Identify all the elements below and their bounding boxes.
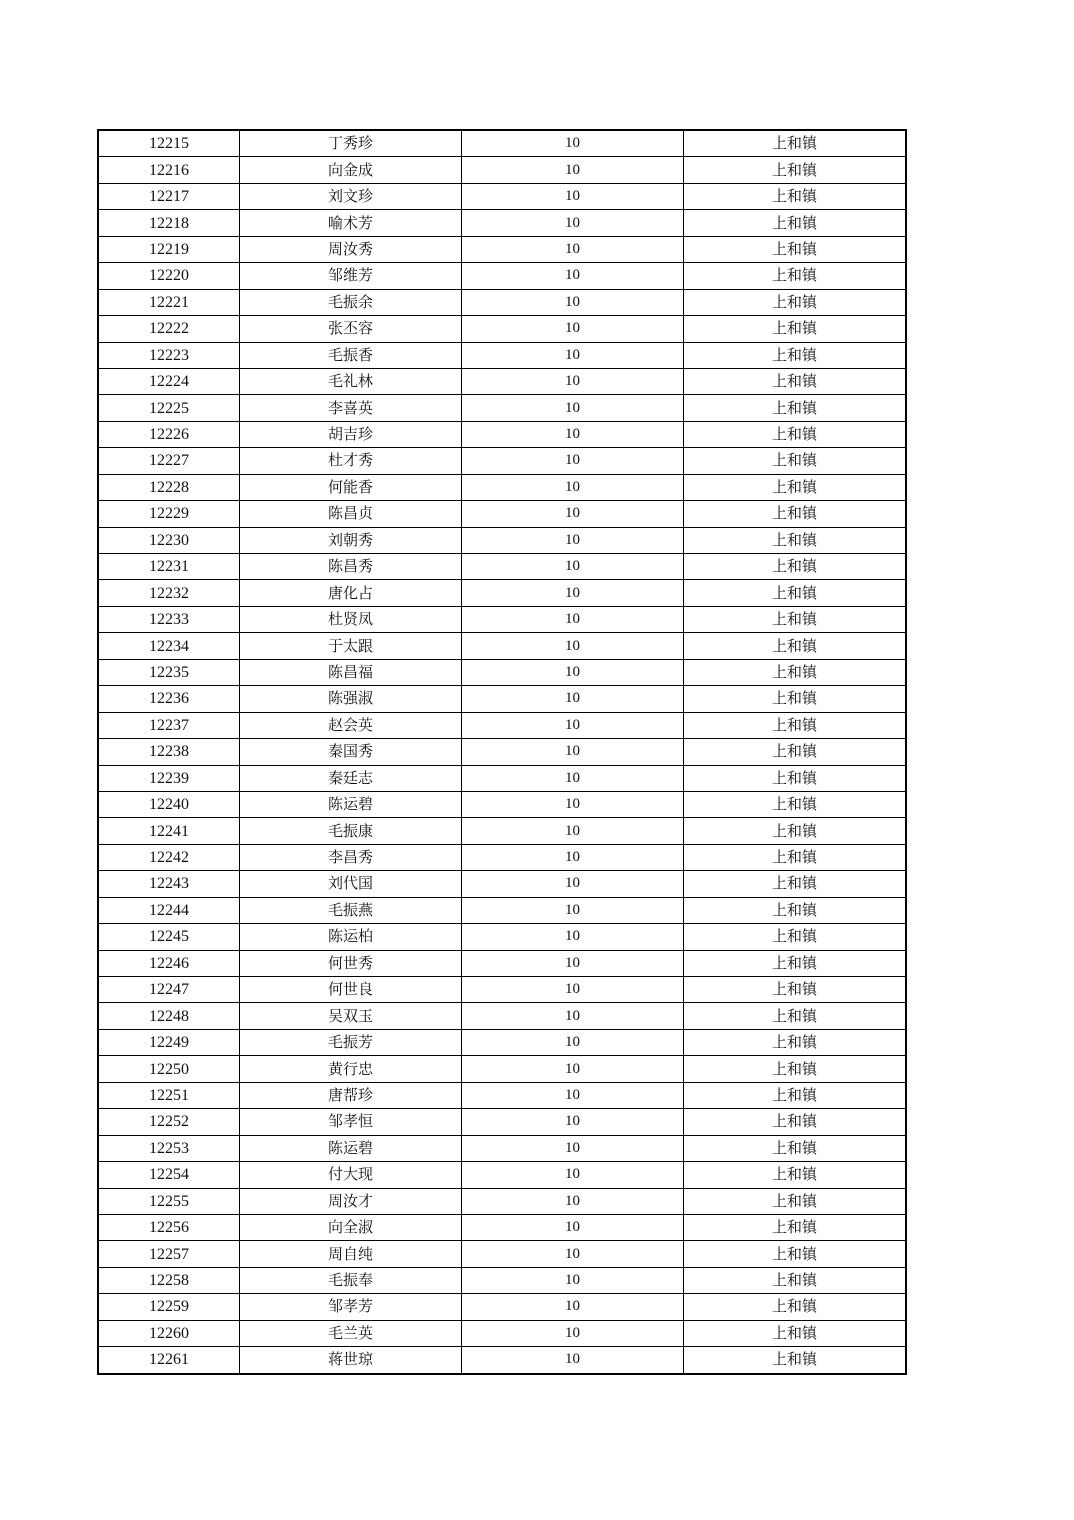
table-row: [98, 1082, 906, 1108]
town-cell: 上和镇: [684, 210, 907, 236]
town-cell: 上和镇: [684, 712, 907, 738]
town-cell: 上和镇: [684, 1082, 907, 1108]
name-cell: 陈昌福: [240, 659, 462, 685]
amount-cell: 10: [462, 501, 684, 527]
amount-cell: 10: [462, 554, 684, 580]
table-row: [98, 818, 906, 844]
row-number-cell: 12222: [98, 316, 240, 342]
town-cell: 上和镇: [684, 924, 907, 950]
table-row: [98, 395, 906, 421]
town-cell: 上和镇: [684, 474, 907, 500]
town-cell: 上和镇: [684, 791, 907, 817]
table-row: [98, 1294, 906, 1320]
row-number-cell: 12253: [98, 1135, 240, 1161]
amount-cell: 10: [462, 844, 684, 870]
row-number-cell: 12255: [98, 1188, 240, 1214]
row-number-cell: 12237: [98, 712, 240, 738]
name-cell: 毛振燕: [240, 897, 462, 923]
amount-cell: 10: [462, 633, 684, 659]
row-number-cell: 12260: [98, 1320, 240, 1346]
table-row: [98, 554, 906, 580]
table-row: [98, 765, 906, 791]
town-cell: 上和镇: [684, 263, 907, 289]
amount-cell: 10: [462, 157, 684, 183]
town-cell: 上和镇: [684, 1135, 907, 1161]
amount-cell: 10: [462, 289, 684, 315]
name-cell: 杜才秀: [240, 448, 462, 474]
table-row: [98, 1241, 906, 1267]
town-cell: 上和镇: [684, 1267, 907, 1293]
amount-cell: 10: [462, 527, 684, 553]
row-number-cell: 12257: [98, 1241, 240, 1267]
amount-cell: 10: [462, 1082, 684, 1108]
row-number-cell: 12216: [98, 157, 240, 183]
amount-cell: 10: [462, 950, 684, 976]
name-cell: 向金成: [240, 157, 462, 183]
row-number-cell: 12225: [98, 395, 240, 421]
name-cell: 陈运柏: [240, 924, 462, 950]
row-number-cell: 12245: [98, 924, 240, 950]
town-cell: 上和镇: [684, 1241, 907, 1267]
table-row: [98, 1214, 906, 1240]
row-number-cell: 12252: [98, 1109, 240, 1135]
amount-cell: 10: [462, 1294, 684, 1320]
town-cell: 上和镇: [684, 633, 907, 659]
town-cell: 上和镇: [684, 554, 907, 580]
town-cell: 上和镇: [684, 236, 907, 262]
amount-cell: 10: [462, 977, 684, 1003]
amount-cell: 10: [462, 739, 684, 765]
row-number-cell: 12223: [98, 342, 240, 368]
town-cell: 上和镇: [684, 871, 907, 897]
amount-cell: 10: [462, 580, 684, 606]
town-cell: 上和镇: [684, 844, 907, 870]
table-row: [98, 1347, 906, 1374]
table-row: [98, 897, 906, 923]
town-cell: 上和镇: [684, 1056, 907, 1082]
table-row: [98, 316, 906, 342]
table-row: [98, 606, 906, 632]
name-cell: 丁秀珍: [240, 130, 462, 157]
name-cell: 毛振香: [240, 342, 462, 368]
town-cell: 上和镇: [684, 421, 907, 447]
town-cell: 上和镇: [684, 818, 907, 844]
row-number-cell: 12230: [98, 527, 240, 553]
table-row: [98, 210, 906, 236]
table-row: [98, 1135, 906, 1161]
table-row: [98, 1188, 906, 1214]
row-number-cell: 12232: [98, 580, 240, 606]
amount-cell: 10: [462, 474, 684, 500]
row-number-cell: 12217: [98, 183, 240, 209]
name-cell: 周汝秀: [240, 236, 462, 262]
table-row: [98, 263, 906, 289]
name-cell: 毛振康: [240, 818, 462, 844]
amount-cell: 10: [462, 183, 684, 209]
town-cell: 上和镇: [684, 183, 907, 209]
name-cell: 陈运碧: [240, 1135, 462, 1161]
amount-cell: 10: [462, 1109, 684, 1135]
table-row: [98, 739, 906, 765]
name-cell: 陈运碧: [240, 791, 462, 817]
name-cell: 付大现: [240, 1162, 462, 1188]
amount-cell: 10: [462, 1188, 684, 1214]
amount-cell: 10: [462, 606, 684, 632]
town-cell: 上和镇: [684, 501, 907, 527]
table-row: [98, 157, 906, 183]
name-cell: 唐帮珍: [240, 1082, 462, 1108]
table-row: [98, 791, 906, 817]
table-row: [98, 448, 906, 474]
table-row: [98, 633, 906, 659]
town-cell: 上和镇: [684, 448, 907, 474]
amount-cell: 10: [462, 712, 684, 738]
name-cell: 刘朝秀: [240, 527, 462, 553]
name-cell: 李昌秀: [240, 844, 462, 870]
table-row: [98, 1320, 906, 1346]
town-cell: 上和镇: [684, 316, 907, 342]
row-number-cell: 12231: [98, 554, 240, 580]
name-cell: 陈昌秀: [240, 554, 462, 580]
row-number-cell: 12221: [98, 289, 240, 315]
amount-cell: 10: [462, 1162, 684, 1188]
row-number-cell: 12218: [98, 210, 240, 236]
row-number-cell: 12247: [98, 977, 240, 1003]
amount-cell: 10: [462, 342, 684, 368]
town-cell: 上和镇: [684, 606, 907, 632]
name-cell: 毛兰英: [240, 1320, 462, 1346]
row-number-cell: 12234: [98, 633, 240, 659]
row-number-cell: 12246: [98, 950, 240, 976]
amount-cell: 10: [462, 210, 684, 236]
name-cell: 毛振奉: [240, 1267, 462, 1293]
row-number-cell: 12236: [98, 686, 240, 712]
town-cell: 上和镇: [684, 1347, 907, 1374]
table-row: [98, 183, 906, 209]
row-number-cell: 12250: [98, 1056, 240, 1082]
amount-cell: 10: [462, 1267, 684, 1293]
town-cell: 上和镇: [684, 1109, 907, 1135]
row-number-cell: 12224: [98, 368, 240, 394]
table-row: [98, 474, 906, 500]
amount-cell: 10: [462, 316, 684, 342]
town-cell: 上和镇: [684, 1214, 907, 1240]
town-cell: 上和镇: [684, 977, 907, 1003]
name-cell: 周汝才: [240, 1188, 462, 1214]
town-cell: 上和镇: [684, 1162, 907, 1188]
table-row: [98, 527, 906, 553]
amount-cell: 10: [462, 236, 684, 262]
name-cell: 唐化占: [240, 580, 462, 606]
table-row: [98, 1109, 906, 1135]
name-cell: 陈昌贞: [240, 501, 462, 527]
table-row: [98, 844, 906, 870]
row-number-cell: 12219: [98, 236, 240, 262]
row-number-cell: 12227: [98, 448, 240, 474]
table-row: [98, 1056, 906, 1082]
name-cell: 赵会英: [240, 712, 462, 738]
amount-cell: 10: [462, 765, 684, 791]
table-row: [98, 501, 906, 527]
table-row: [98, 1029, 906, 1055]
table-row: [98, 924, 906, 950]
table-row: [98, 236, 906, 262]
table-row: [98, 342, 906, 368]
amount-cell: 10: [462, 395, 684, 421]
amount-cell: 10: [462, 1214, 684, 1240]
amount-cell: 10: [462, 1056, 684, 1082]
row-number-cell: 12238: [98, 739, 240, 765]
name-cell: 周自纯: [240, 1241, 462, 1267]
name-cell: 陈强淑: [240, 686, 462, 712]
row-number-cell: 12248: [98, 1003, 240, 1029]
town-cell: 上和镇: [684, 897, 907, 923]
table-row: [98, 1267, 906, 1293]
name-cell: 何世秀: [240, 950, 462, 976]
table-row: [98, 871, 906, 897]
amount-cell: 10: [462, 263, 684, 289]
name-cell: 蒋世琼: [240, 1347, 462, 1374]
name-cell: 秦国秀: [240, 739, 462, 765]
town-cell: 上和镇: [684, 342, 907, 368]
table-row: [98, 1003, 906, 1029]
name-cell: 何世良: [240, 977, 462, 1003]
table-row: [98, 977, 906, 1003]
table-row: [98, 659, 906, 685]
amount-cell: 10: [462, 130, 684, 157]
row-number-cell: 12242: [98, 844, 240, 870]
amount-cell: 10: [462, 659, 684, 685]
town-cell: 上和镇: [684, 1294, 907, 1320]
town-cell: 上和镇: [684, 395, 907, 421]
name-cell: 吴双玉: [240, 1003, 462, 1029]
amount-cell: 10: [462, 897, 684, 923]
name-cell: 于太跟: [240, 633, 462, 659]
amount-cell: 10: [462, 1135, 684, 1161]
table-row: [98, 368, 906, 394]
row-number-cell: 12235: [98, 659, 240, 685]
row-number-cell: 12243: [98, 871, 240, 897]
amount-cell: 10: [462, 871, 684, 897]
row-number-cell: 12240: [98, 791, 240, 817]
row-number-cell: 12254: [98, 1162, 240, 1188]
table-row: [98, 950, 906, 976]
amount-cell: 10: [462, 924, 684, 950]
amount-cell: 10: [462, 1241, 684, 1267]
town-cell: 上和镇: [684, 686, 907, 712]
amount-cell: 10: [462, 421, 684, 447]
row-number-cell: 12220: [98, 263, 240, 289]
amount-cell: 10: [462, 791, 684, 817]
row-number-cell: 12233: [98, 606, 240, 632]
table-row: [98, 580, 906, 606]
name-cell: 邹孝芳: [240, 1294, 462, 1320]
amount-cell: 10: [462, 1320, 684, 1346]
row-number-cell: 12249: [98, 1029, 240, 1055]
table-body: [98, 130, 906, 1374]
town-cell: 上和镇: [684, 289, 907, 315]
table-row: [98, 289, 906, 315]
amount-cell: 10: [462, 686, 684, 712]
name-cell: 邹维芳: [240, 263, 462, 289]
name-cell: 邹孝恒: [240, 1109, 462, 1135]
town-cell: 上和镇: [684, 739, 907, 765]
name-cell: 张丕容: [240, 316, 462, 342]
row-number-cell: 12226: [98, 421, 240, 447]
town-cell: 上和镇: [684, 368, 907, 394]
amount-cell: 10: [462, 448, 684, 474]
name-cell: 胡吉珍: [240, 421, 462, 447]
name-cell: 喻术芳: [240, 210, 462, 236]
town-cell: 上和镇: [684, 950, 907, 976]
town-cell: 上和镇: [684, 527, 907, 553]
town-cell: 上和镇: [684, 1320, 907, 1346]
town-cell: 上和镇: [684, 130, 907, 157]
town-cell: 上和镇: [684, 765, 907, 791]
amount-cell: 10: [462, 818, 684, 844]
town-cell: 上和镇: [684, 580, 907, 606]
row-number-cell: 12228: [98, 474, 240, 500]
name-cell: 刘代国: [240, 871, 462, 897]
name-cell: 李喜英: [240, 395, 462, 421]
name-cell: 黄行忠: [240, 1056, 462, 1082]
row-number-cell: 12259: [98, 1294, 240, 1320]
name-cell: 毛振余: [240, 289, 462, 315]
town-cell: 上和镇: [684, 1029, 907, 1055]
data-table: [97, 129, 907, 1375]
amount-cell: 10: [462, 1029, 684, 1055]
row-number-cell: 12251: [98, 1082, 240, 1108]
row-number-cell: 12229: [98, 501, 240, 527]
row-number-cell: 12239: [98, 765, 240, 791]
amount-cell: 10: [462, 1003, 684, 1029]
amount-cell: 10: [462, 368, 684, 394]
table-row: [98, 421, 906, 447]
table-row: [98, 686, 906, 712]
table-row: [98, 130, 906, 157]
row-number-cell: 12244: [98, 897, 240, 923]
name-cell: 秦廷志: [240, 765, 462, 791]
name-cell: 毛礼林: [240, 368, 462, 394]
row-number-cell: 12256: [98, 1214, 240, 1240]
row-number-cell: 12241: [98, 818, 240, 844]
name-cell: 杜贤凤: [240, 606, 462, 632]
amount-cell: 10: [462, 1347, 684, 1374]
table-row: [98, 712, 906, 738]
town-cell: 上和镇: [684, 1188, 907, 1214]
town-cell: 上和镇: [684, 1003, 907, 1029]
row-number-cell: 12215: [98, 130, 240, 157]
table-row: [98, 1162, 906, 1188]
town-cell: 上和镇: [684, 659, 907, 685]
row-number-cell: 12261: [98, 1347, 240, 1374]
name-cell: 何能香: [240, 474, 462, 500]
name-cell: 向全淑: [240, 1214, 462, 1240]
row-number-cell: 12258: [98, 1267, 240, 1293]
name-cell: 刘文珍: [240, 183, 462, 209]
town-cell: 上和镇: [684, 157, 907, 183]
name-cell: 毛振芳: [240, 1029, 462, 1055]
